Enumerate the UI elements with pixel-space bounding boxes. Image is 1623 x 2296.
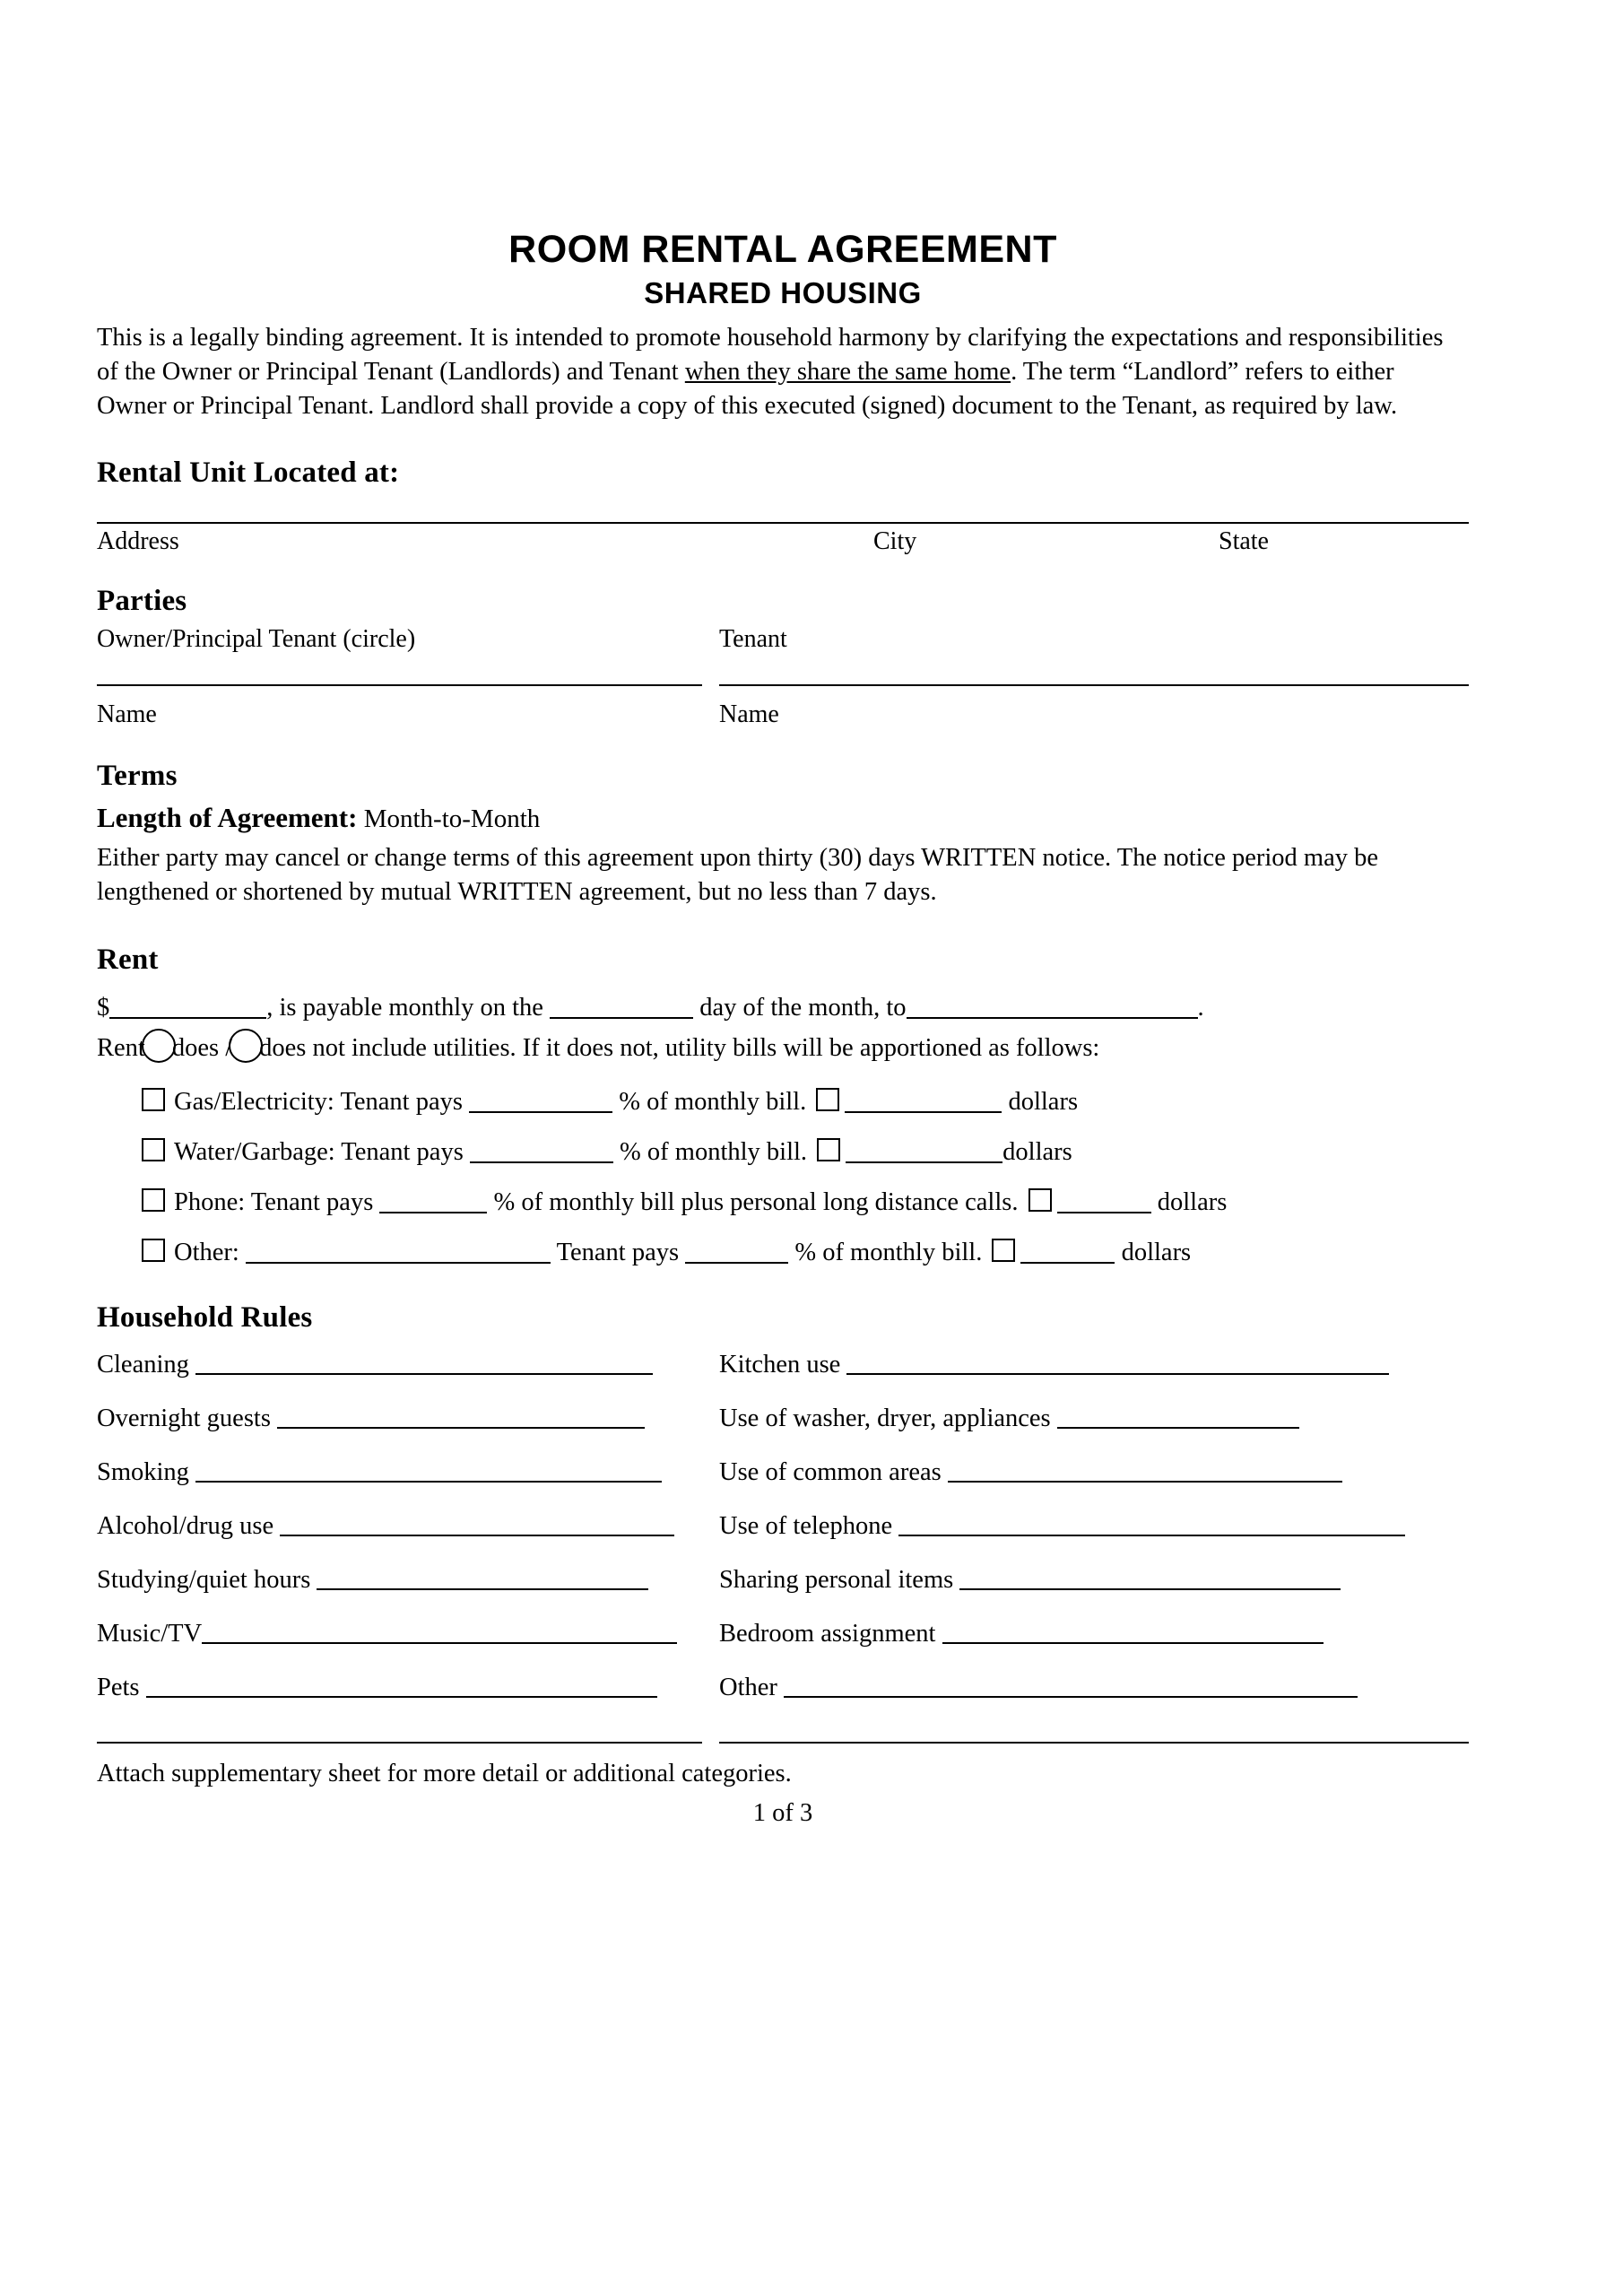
address-field-labels <box>97 527 1469 558</box>
rent-line-text-c: day of the month, to <box>699 994 907 1022</box>
household-rules-row <box>97 1674 1469 1727</box>
use-of-common-areas-input[interactable] <box>948 1463 1342 1483</box>
label-phone: Phone: Tenant pays <box>174 1187 374 1216</box>
circle-option-does-not[interactable] <box>229 1029 263 1063</box>
checkbox-phone[interactable] <box>142 1188 165 1212</box>
rule-kitchen-use <box>719 1351 1469 1379</box>
label-pets: Pets <box>97 1673 140 1701</box>
other-utility-percent-input[interactable] <box>685 1242 788 1264</box>
label-length-of-agreement: Length of Agreement: <box>97 802 358 834</box>
rent-due-day-input[interactable] <box>550 997 693 1019</box>
household-rules-row <box>97 1566 1469 1620</box>
water-garbage-dollars-label: dollars <box>1002 1137 1072 1166</box>
intro-paragraph <box>97 321 1469 423</box>
rent-amount-line <box>97 989 1469 1026</box>
studying-quiet-hours-input[interactable] <box>317 1570 648 1590</box>
overnight-guests-input[interactable] <box>277 1409 645 1429</box>
checkbox-gas-electricity-dollars[interactable] <box>816 1088 839 1111</box>
parties-name-labels <box>97 700 1469 733</box>
rule-alcohol-drug-use <box>97 1512 725 1541</box>
checkbox-phone-dollars[interactable] <box>1028 1188 1052 1212</box>
value-length-of-agreement: Month-to-Month <box>357 804 541 834</box>
label-tenant: Tenant <box>719 625 787 654</box>
other-utility-name-input[interactable] <box>246 1242 551 1264</box>
household-rules-row <box>97 1351 1469 1405</box>
label-water-garbage: Water/Garbage: Tenant pays <box>174 1137 464 1166</box>
label-bedroom-assignment: Bedroom assignment <box>719 1619 936 1648</box>
label-name-tenant: Name <box>719 700 779 729</box>
other-mid2-text: Tenant pays <box>556 1238 680 1266</box>
household-rules-grid <box>97 1351 1469 1727</box>
label-use-of-appliances: Use of washer, dryer, appliances <box>719 1404 1051 1432</box>
label-other-utility: Other: <box>174 1238 239 1266</box>
label-other-rule: Other <box>719 1673 777 1701</box>
page-title: ROOM RENTAL AGREEMENT <box>508 228 1057 271</box>
address-input-line[interactable] <box>97 522 1469 524</box>
utility-row-other <box>142 1239 1469 1267</box>
label-dollar-sign: $ <box>97 994 110 1022</box>
label-alcohol-drug-use: Alcohol/drug use <box>97 1511 274 1540</box>
rule-overnight-guests <box>97 1405 725 1433</box>
label-owner-principal-tenant: Owner/Principal Tenant (circle) <box>97 625 416 654</box>
checkbox-gas-electricity[interactable] <box>142 1088 165 1111</box>
rule-use-of-telephone <box>719 1512 1469 1541</box>
label-sharing-personal-items: Sharing personal items <box>719 1565 954 1594</box>
circle-option-does[interactable] <box>142 1029 176 1063</box>
checkbox-other-dollars[interactable] <box>992 1239 1015 1262</box>
rule-studying-quiet-hours <box>97 1566 725 1595</box>
label-kitchen-use: Kitchen use <box>719 1350 841 1378</box>
owner-name-input-line[interactable] <box>97 684 702 686</box>
alcohol-drug-use-input[interactable] <box>280 1517 674 1536</box>
document-content <box>97 229 1469 1828</box>
music-tv-input[interactable] <box>202 1624 677 1644</box>
other-dollars-label: dollars <box>1121 1238 1192 1266</box>
extra-rule-input-right[interactable] <box>719 1742 1469 1744</box>
label-state: State <box>1219 527 1269 556</box>
other-mid-text: % of monthly bill. <box>794 1238 983 1266</box>
utility-row-water-garbage <box>142 1138 1469 1167</box>
phone-mid-text: % of monthly bill plus personal long distance calls. <box>493 1187 1019 1216</box>
label-studying-quiet-hours: Studying/quiet hours <box>97 1565 311 1594</box>
rule-use-of-appliances <box>719 1405 1469 1433</box>
water-garbage-mid-text: % of monthly bill. <box>620 1137 808 1166</box>
rent-amount-input[interactable] <box>109 997 266 1019</box>
parties-input-lines <box>97 684 1469 697</box>
page-subtitle: SHARED HOUSING <box>644 276 922 310</box>
bedroom-assignment-input[interactable] <box>942 1624 1324 1644</box>
kitchen-use-input[interactable] <box>846 1355 1389 1375</box>
section-heading-household-rules: Household Rules <box>97 1300 313 1334</box>
rule-cleaning <box>97 1351 725 1379</box>
rule-music-tv <box>97 1620 725 1648</box>
gas-electricity-percent-input[interactable] <box>469 1091 612 1113</box>
tenant-name-input-line[interactable] <box>719 684 1469 686</box>
label-music-tv: Music/TV <box>97 1619 203 1648</box>
household-rules-row <box>97 1458 1469 1512</box>
other-utility-dollars-input[interactable] <box>1020 1242 1115 1264</box>
intro-text-underlined: when they share the same home <box>684 357 1011 386</box>
page-footer-number: 1 of 3 <box>752 1798 813 1827</box>
water-garbage-percent-input[interactable] <box>470 1142 613 1163</box>
phone-dollars-input[interactable] <box>1057 1192 1151 1213</box>
rent-line-text-b: , is payable monthly on the <box>266 994 543 1022</box>
label-cleaning: Cleaning <box>97 1350 189 1378</box>
rule-sharing-personal-items <box>719 1566 1469 1595</box>
terms-paragraph: Either party may cancel or change terms of this agreement upon thirty (30) days WRITTEN notice. The notice period may be lengthened or shortened by mutual WRITTEN agreement, but no less than 7 days. <box>97 844 1379 907</box>
household-rules-row <box>97 1620 1469 1674</box>
gas-electricity-mid-text: % of monthly bill. <box>619 1087 807 1116</box>
rent-line2-text-c: does not include utilities. If it does not, utility bills will be apportioned as follows: <box>259 1033 1100 1062</box>
rent-line2-text-b: does / <box>171 1033 233 1062</box>
phone-dollars-label: dollars <box>1157 1187 1228 1216</box>
cleaning-input[interactable] <box>195 1355 653 1375</box>
section-heading-rent: Rent <box>97 944 159 977</box>
section-heading-terms: Terms <box>97 760 178 793</box>
label-gas-electricity: Gas/Electricity: Tenant pays <box>174 1087 463 1116</box>
phone-percent-input[interactable] <box>379 1192 487 1213</box>
label-city: City <box>873 527 917 556</box>
label-name-owner: Name <box>97 700 157 729</box>
rule-bedroom-assignment <box>719 1620 1469 1648</box>
utility-row-phone <box>142 1188 1469 1217</box>
intro-text-part2: . The term “Landlord” refers to either Owner or Principal Tenant. Landlord shall provide a copy of this executed (signed) document to the Tenant, as required by law. <box>97 357 1398 420</box>
attachment-note: Attach supplementary sheet for more detail or additional categories. <box>97 1759 792 1787</box>
label-use-of-common-areas: Use of common areas <box>719 1457 942 1486</box>
other-rule-input[interactable] <box>784 1678 1358 1698</box>
household-rules-row <box>97 1512 1469 1566</box>
sharing-personal-items-input[interactable] <box>959 1570 1341 1590</box>
rule-smoking <box>97 1458 725 1487</box>
length-of-agreement-line <box>97 802 1469 834</box>
rent-line-text-d: . <box>1197 994 1204 1022</box>
label-use-of-telephone: Use of telephone <box>719 1511 893 1540</box>
section-heading-parties: Parties <box>97 585 187 618</box>
use-of-appliances-input[interactable] <box>1057 1409 1299 1429</box>
smoking-input[interactable] <box>195 1463 662 1483</box>
rule-other <box>719 1674 1469 1702</box>
pets-input[interactable] <box>146 1678 657 1698</box>
label-overnight-guests: Overnight guests <box>97 1404 271 1432</box>
household-rules-final-lines <box>97 1742 1469 1754</box>
rent-utilities-circle-line <box>97 1029 1469 1066</box>
gas-electricity-dollars-input[interactable] <box>845 1091 1002 1113</box>
rent-line2-text-a: Rent <box>97 1033 145 1062</box>
section-heading-rental-unit: Rental Unit Located at: <box>97 457 400 490</box>
rent-payee-input[interactable] <box>907 997 1198 1019</box>
checkbox-water-garbage[interactable] <box>142 1138 165 1161</box>
use-of-telephone-input[interactable] <box>898 1517 1405 1536</box>
parties-labels-row <box>97 625 1469 661</box>
utility-row-gas-electricity <box>142 1088 1469 1117</box>
water-garbage-dollars-input[interactable] <box>846 1142 1002 1163</box>
gas-electricity-dollars-label: dollars <box>1008 1087 1079 1116</box>
label-address: Address <box>97 527 179 556</box>
extra-rule-input-left[interactable] <box>97 1742 702 1744</box>
rule-use-of-common-areas <box>719 1458 1469 1487</box>
label-smoking: Smoking <box>97 1457 189 1486</box>
household-rules-row <box>97 1405 1469 1458</box>
intro-text-part1: This is a legally binding agreement. It is intended to promote household harmony by clarifying the expectations and responsibilities of the Owner or Principal Tenant (Landlords) and Tenant <box>97 323 1444 386</box>
rule-pets <box>97 1674 725 1702</box>
checkbox-other-utility[interactable] <box>142 1239 165 1262</box>
checkbox-water-garbage-dollars[interactable] <box>817 1138 840 1161</box>
